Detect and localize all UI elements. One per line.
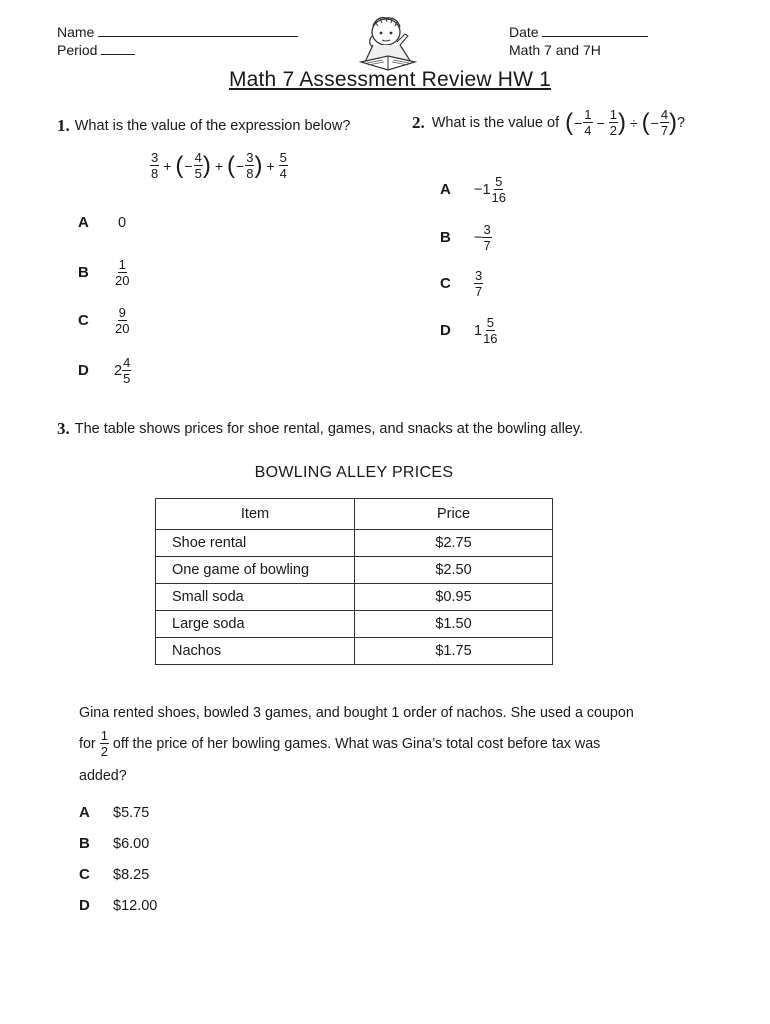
date-label: Date	[509, 24, 539, 40]
question-1-number: 1.	[57, 116, 70, 135]
table-row	[156, 530, 553, 557]
page-title: Math 7 Assessment Review HW 1	[228, 68, 552, 91]
table-row	[156, 584, 553, 611]
class-label: Math 7 and 7H	[509, 42, 601, 58]
q2-choice-c[interactable]: C $\frac{3}{7}$	[440, 268, 483, 299]
table-cell-price: $1.50	[355, 611, 553, 638]
table-cell-price: $0.95	[355, 584, 553, 611]
q2-choice-b[interactable]: B − $\frac{3}{7}$	[440, 222, 491, 253]
q1-choice-c[interactable]: C $\frac{9}{20}$	[78, 305, 130, 336]
question-3-number: 3.	[57, 419, 70, 438]
table-cell-price: $2.75	[355, 530, 553, 557]
column-header-price: Price	[355, 499, 553, 530]
question-2-text: What is the value of	[431, 114, 560, 131]
q3-choice-a[interactable]: A $5.75	[79, 804, 150, 821]
column-header-item: Item	[156, 499, 355, 530]
table-cell-price: $1.75	[355, 638, 553, 665]
q3-choice-c[interactable]: C $8.25	[79, 866, 150, 883]
q3-choice-d[interactable]: D $12.00	[79, 897, 158, 914]
q3-choice-b[interactable]: B $6.00	[79, 835, 150, 852]
question-2-expression: ( − $\frac{1}{4}$ − $\frac{1}{2}$ ) ÷ ( − $\frac{4}{7}$ ) ?	[565, 107, 686, 138]
table-row	[156, 557, 553, 584]
question-2-number: 2.	[412, 112, 425, 132]
question-2-prompt	[412, 108, 685, 137]
q1-choice-b[interactable]: B $\frac{1}{20}$	[78, 257, 130, 288]
table-title: BOWLING ALLEY PRICES	[254, 464, 454, 481]
question-3-prompt	[57, 419, 583, 439]
name-label: Name	[57, 24, 95, 40]
q1-fraction-4: $\frac{5}{4}$	[279, 150, 287, 181]
table-cell-item: Small soda	[156, 584, 355, 611]
q1-choice-d[interactable]: D 2 $\frac{4}{5}$	[78, 355, 131, 386]
period-field-row	[57, 42, 135, 59]
question-3-text: The table shows prices for shoe rental, games, and snacks at the bowling alley.	[74, 421, 584, 437]
question-3-paragraph-line-3: added?	[79, 768, 127, 784]
name-blank-line[interactable]	[98, 24, 298, 37]
table-cell-item: Shoe rental	[156, 530, 355, 557]
date-blank-line[interactable]	[542, 24, 648, 37]
question-3-paragraph-line-1: Gina rented shoes, bowled 3 games, and bought 1 order of nachos. She used a coupon	[79, 705, 634, 721]
question-1-expression: $\frac{3}{8}$ + ( − $\frac{4}{5}$ ) + ( − $\frac{3}{8}$ ) + $\frac{5}{4}$	[151, 150, 287, 181]
q2-choice-d[interactable]: D 1 $\frac{5}{16}$	[440, 315, 498, 346]
q2-choice-a[interactable]: A −1 $\frac{5}{16}$	[440, 174, 507, 205]
question-1-prompt	[57, 116, 350, 136]
table-cell-item: One game of bowling	[156, 557, 355, 584]
table-cell-item: Large soda	[156, 611, 355, 638]
table-cell-price: $2.50	[355, 557, 553, 584]
table-row	[156, 638, 553, 665]
q1-fraction-3: $\frac{3}{8}$	[246, 150, 254, 181]
question-1-text: What is the value of the expression below?	[74, 118, 351, 134]
table-cell-item: Nachos	[156, 638, 355, 665]
question-3-paragraph-line-2: for $\frac{1}{2}$ off the price of her bowling games. What was Gina’s total cost before tax was	[79, 728, 601, 759]
period-label: Period	[57, 42, 98, 58]
name-field-row	[57, 24, 298, 41]
table-row	[156, 611, 553, 638]
date-field-row	[509, 24, 648, 41]
period-blank-line[interactable]	[101, 42, 135, 55]
q1-fraction-2: $\frac{4}{5}$	[194, 150, 202, 181]
bowling-prices-table	[155, 498, 553, 665]
q1-fraction-1: $\frac{3}{8}$	[151, 150, 159, 181]
q1-choice-a[interactable]: A 0	[78, 214, 127, 231]
thinking-student-clipart-icon	[353, 12, 423, 74]
table-header-row	[156, 499, 553, 530]
